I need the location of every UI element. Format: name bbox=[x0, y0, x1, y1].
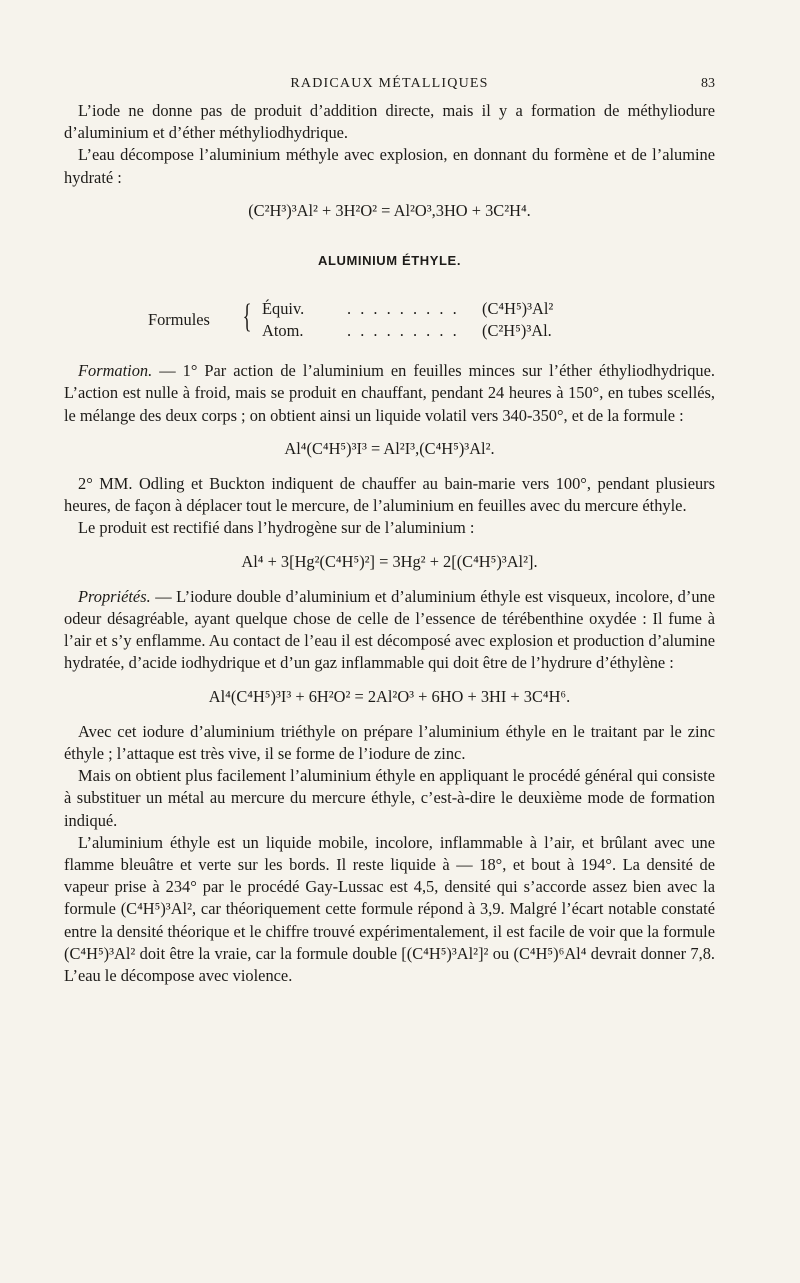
paragraph-odling: 2° MM. Odling et Buckton indiquent de chauffer au bain-marie vers 100°, pendant plusieurs heures, de façon à déplacer tout le mercure, de l’aluminium en feuilles avec du mercure éthyle. bbox=[64, 474, 715, 516]
leader-dots: . . . . . . . . . bbox=[347, 321, 460, 341]
brace-icon: { bbox=[242, 298, 252, 336]
formula-row-value: (C⁴H⁵)³Al² bbox=[482, 299, 554, 319]
formula-row-name: Atom. bbox=[262, 321, 304, 341]
formula-decomposition: Al⁴(C⁴H⁵)³I³ + 6H²O² = 2Al²O³ + 6HO + 3HI + 3C⁴H⁶. bbox=[208, 686, 571, 706]
section-title: ALUMINIUM ÉTHYLE. bbox=[317, 253, 462, 269]
page-body bbox=[64, 100, 715, 987]
proprietes-label: Propriétés. bbox=[78, 586, 151, 606]
formation-label: Formation. bbox=[78, 361, 153, 381]
paragraph-proprietes bbox=[64, 586, 715, 675]
paragraph-properties-final: L’aluminium éthyle est un liquide mobile, incolore, inflammable à l’air, et brûlant avec une flamme bleuâtre et verte sur les bords. Il reste liquide à — 18°, et bout à 194°. La densité de vapeur prise à 234° par le procédé Gay-Lussac est 4,5, densité qui s’accorde assez bien avec la formule (C⁴H⁵)³Al², car théoriquement cette formule répond à 3,9. Malgré l’écart notable constaté entre la densité théorique et le chiffre trouvé expérimentalement, il est facile de voir que la formule (C⁴H⁵)³Al² doit être la vraie, car la formule double [(C⁴H⁵)³Al²]² ou (C⁴H⁵)⁶Al⁴ devrait donner 7,8. L’eau le décompose avec violence. bbox=[64, 832, 715, 986]
paragraph-avec: Avec cet iodure d’aluminium triéthyle on prépare l’aluminium éthyle en le traitant par le zinc éthyle ; l’attaque est très vive, il se forme de l’iodure de zinc. bbox=[64, 721, 715, 764]
page-number: 83 bbox=[701, 76, 715, 91]
formula-mercury: Al⁴ + 3[Hg²(C⁴H⁵)²] = 3Hg² + 2[(C⁴H⁵)³Al²]. bbox=[241, 551, 538, 571]
formulas-label: Formules bbox=[148, 310, 210, 330]
paragraph-iode: L’iode ne donne pas de produit d’addition directe, mais il y a formation de méthyliodure d’aluminium et d’éther méthyliodhydrique. bbox=[64, 101, 715, 143]
formula-iodide: Al⁴(C⁴H⁵)³I³ = Al²I³,(C⁴H⁵)³Al². bbox=[284, 438, 495, 458]
leader-dots: . . . . . . . . . bbox=[347, 299, 460, 319]
formula-hydrolysis: (C²H³)³Al² + 3H²O² = Al²O³,3HO + 3C²H⁴. bbox=[248, 200, 531, 220]
running-header bbox=[64, 76, 715, 98]
formation-text: — 1° Par action de l’aluminium en feuilles minces sur l’éther éthyliodhydrique. L’action est nulle à froid, mais se produit en chauffant, pendant 24 heures à 150°, en tubes scellés, le mélange des deux corps ; on obtient ainsi un liquide volatil vers 340-350°, et de la formule : bbox=[64, 361, 715, 425]
proprietes-text: — L’iodure double d’aluminium et d’aluminium éthyle est visqueux, incolore, d’une odeur désagréable, ayant quelque chose de celle de l’essence de térébenthine oxydée : Il fume à l’air et s’y enflamme. Au contact de l’eau il est décomposé avec explosion et production d’alumine hydratée, d’acide iodhydrique et d’un gaz inflammable qui doit être de l’hydrure d’éthylène : bbox=[64, 586, 715, 673]
paragraph-formation bbox=[64, 360, 715, 427]
formulas-table bbox=[64, 296, 715, 350]
formula-row-name: Équiv. bbox=[262, 299, 305, 319]
formula-row-equiv bbox=[262, 298, 553, 320]
formula-row-value: (C²H⁵)³Al. bbox=[482, 321, 552, 341]
formula-row-atom bbox=[262, 320, 552, 342]
paragraph-rectifie: Le produit est rectifié dans l’hydrogène sur de l’aluminium : bbox=[78, 518, 475, 538]
running-title: RADICAUX MÉTALLIQUES bbox=[290, 76, 489, 91]
paragraph-mais: Mais on obtient plus facilement l’aluminium éthyle en appliquant le procédé général qui consiste à substituer un métal au mercure du mercure éthyle, c’est-à-dire le deuxième mode de formation indiqué. bbox=[64, 766, 715, 830]
paragraph-eau-decompose: L’eau décompose l’aluminium méthyle avec explosion, en donnant du formène et de l’alumine hydraté : bbox=[64, 145, 715, 187]
